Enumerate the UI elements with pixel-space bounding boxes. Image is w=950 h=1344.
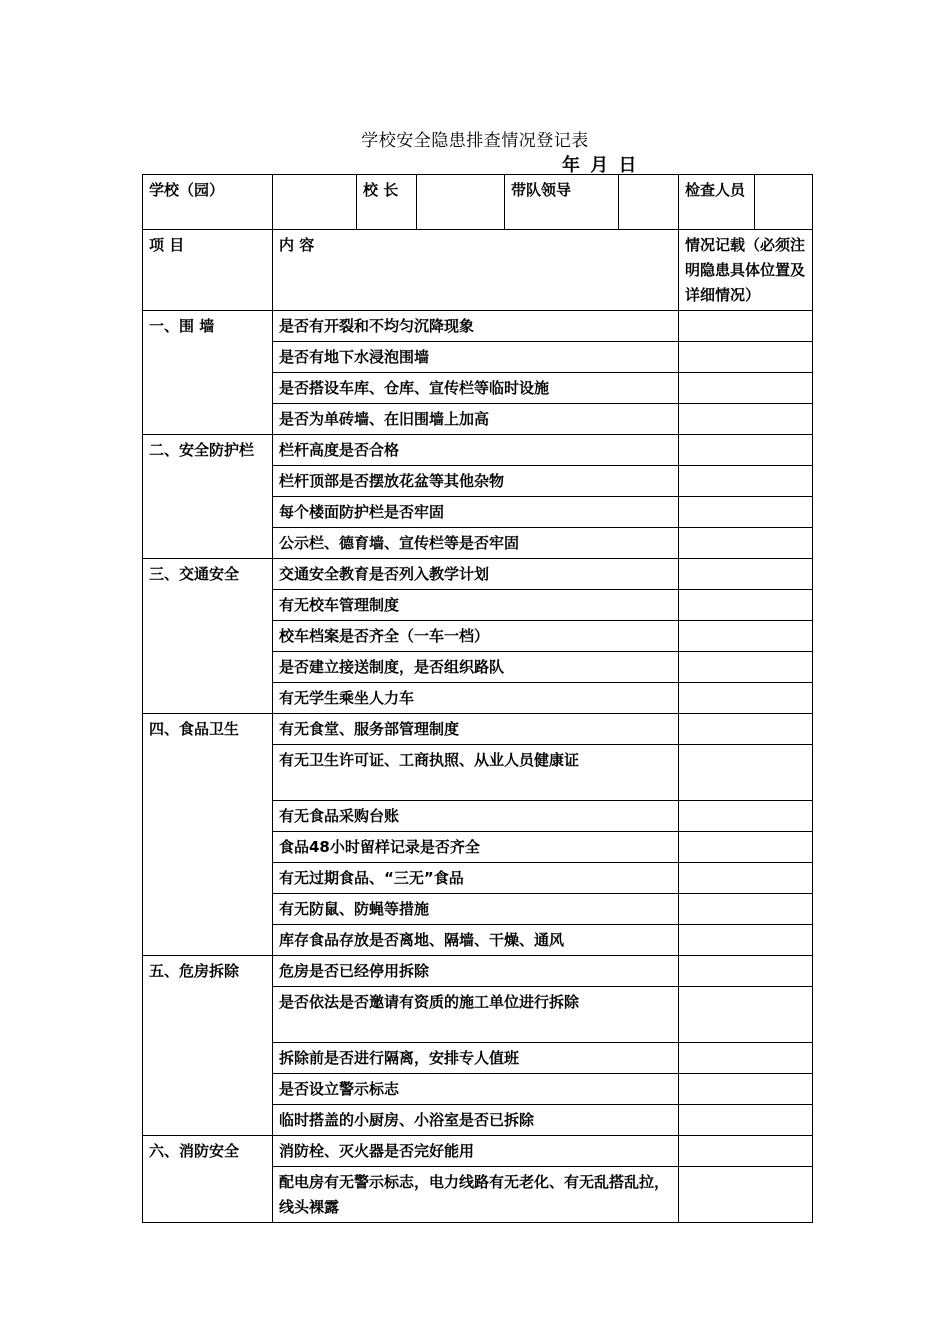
check-item: 校车档案是否齐全（一车一档） (273, 621, 679, 652)
check-item: 有无防鼠、防蝇等措施 (273, 894, 679, 925)
section-label: 五、危房拆除 (143, 956, 273, 1136)
leader-label: 带队领导 (505, 175, 619, 230)
check-item: 配电房有无警示标志，电力线路有无老化、有无乱搭乱拉，线头裸露 (273, 1167, 679, 1223)
record-cell[interactable] (679, 1105, 813, 1136)
record-cell[interactable] (679, 497, 813, 528)
principal-value-cell[interactable] (417, 175, 505, 230)
section-label: 三、交通安全 (143, 559, 273, 714)
check-item: 有无过期食品、“三无”食品 (273, 863, 679, 894)
inspector-value-cell[interactable] (755, 175, 813, 230)
check-item: 有无卫生许可证、工商执照、从业人员健康证 (273, 745, 679, 801)
check-item: 危房是否已经停用拆除 (273, 956, 679, 987)
date-line: 年 月 日 (562, 155, 639, 176)
check-item: 有无食品采购台账 (273, 801, 679, 832)
record-cell[interactable] (679, 435, 813, 466)
principal-label: 校 长 (357, 175, 417, 230)
section-label: 四、食品卫生 (143, 714, 273, 956)
record-cell[interactable] (679, 559, 813, 590)
record-cell[interactable] (679, 373, 813, 404)
check-item: 拆除前是否进行隔离，安排专人值班 (273, 1043, 679, 1074)
check-item: 是否有地下水浸泡围墙 (273, 342, 679, 373)
record-cell[interactable] (679, 745, 813, 801)
table-row (143, 435, 813, 466)
table-row (143, 311, 813, 342)
header-info-row (143, 175, 813, 230)
check-item: 是否依法是否邀请有资质的施工单位进行拆除 (273, 987, 679, 1043)
record-cell[interactable] (679, 652, 813, 683)
check-item: 库存食品存放是否离地、隔墙、干燥、通风 (273, 925, 679, 956)
record-cell[interactable] (679, 863, 813, 894)
record-cell[interactable] (679, 1136, 813, 1167)
record-cell[interactable] (679, 590, 813, 621)
check-item: 食品48小时留样记录是否齐全 (273, 832, 679, 863)
inspection-table (142, 174, 813, 1223)
column-header-row (143, 230, 813, 311)
record-cell[interactable] (679, 832, 813, 863)
section-label: 一、围 墙 (143, 311, 273, 435)
record-column-header: 情况记载（必须注明隐患具体位置及详细情况） (679, 230, 813, 311)
section-label: 二、安全防护栏 (143, 435, 273, 559)
record-cell[interactable] (679, 621, 813, 652)
check-item: 公示栏、德育墙、宣传栏等是否牢固 (273, 528, 679, 559)
record-cell[interactable] (679, 714, 813, 745)
inspector-label: 检查人员 (679, 175, 755, 230)
check-item: 是否有开裂和不均匀沉降现象 (273, 311, 679, 342)
record-cell[interactable] (679, 683, 813, 714)
record-cell[interactable] (679, 894, 813, 925)
check-item: 每个楼面防护栏是否牢固 (273, 497, 679, 528)
record-cell[interactable] (679, 1043, 813, 1074)
check-item: 栏杆高度是否合格 (273, 435, 679, 466)
check-item: 是否建立接送制度，是否组织路队 (273, 652, 679, 683)
check-item: 栏杆顶部是否摆放花盆等其他杂物 (273, 466, 679, 497)
record-cell[interactable] (679, 404, 813, 435)
record-cell[interactable] (679, 987, 813, 1043)
record-cell[interactable] (679, 342, 813, 373)
record-cell[interactable] (679, 528, 813, 559)
form-title: 学校安全隐患排查情况登记表 (361, 131, 589, 151)
record-cell[interactable] (679, 311, 813, 342)
table-row (143, 714, 813, 745)
check-item: 是否设立警示标志 (273, 1074, 679, 1105)
record-cell[interactable] (679, 956, 813, 987)
check-item: 临时搭盖的小厨房、小浴室是否已拆除 (273, 1105, 679, 1136)
check-item: 有无学生乘坐人力车 (273, 683, 679, 714)
check-item: 有无食堂、服务部管理制度 (273, 714, 679, 745)
record-cell[interactable] (679, 801, 813, 832)
content-column-header: 内 容 (273, 230, 679, 311)
check-item: 消防栓、灭火器是否完好能用 (273, 1136, 679, 1167)
table-row (143, 559, 813, 590)
record-cell[interactable] (679, 1074, 813, 1105)
school-value-cell[interactable] (273, 175, 357, 230)
item-column-header: 项 目 (143, 230, 273, 311)
record-cell[interactable] (679, 925, 813, 956)
leader-value-cell[interactable] (619, 175, 679, 230)
table-row (143, 1136, 813, 1167)
check-item: 是否为单砖墙、在旧围墙上加高 (273, 404, 679, 435)
record-cell[interactable] (679, 466, 813, 497)
check-item: 是否搭设车库、仓库、宣传栏等临时设施 (273, 373, 679, 404)
table-row (143, 956, 813, 987)
check-item: 有无校车管理制度 (273, 590, 679, 621)
check-item: 交通安全教育是否列入教学计划 (273, 559, 679, 590)
school-label: 学校（园） (143, 175, 273, 230)
section-label: 六、消防安全 (143, 1136, 273, 1223)
record-cell[interactable] (679, 1167, 813, 1223)
